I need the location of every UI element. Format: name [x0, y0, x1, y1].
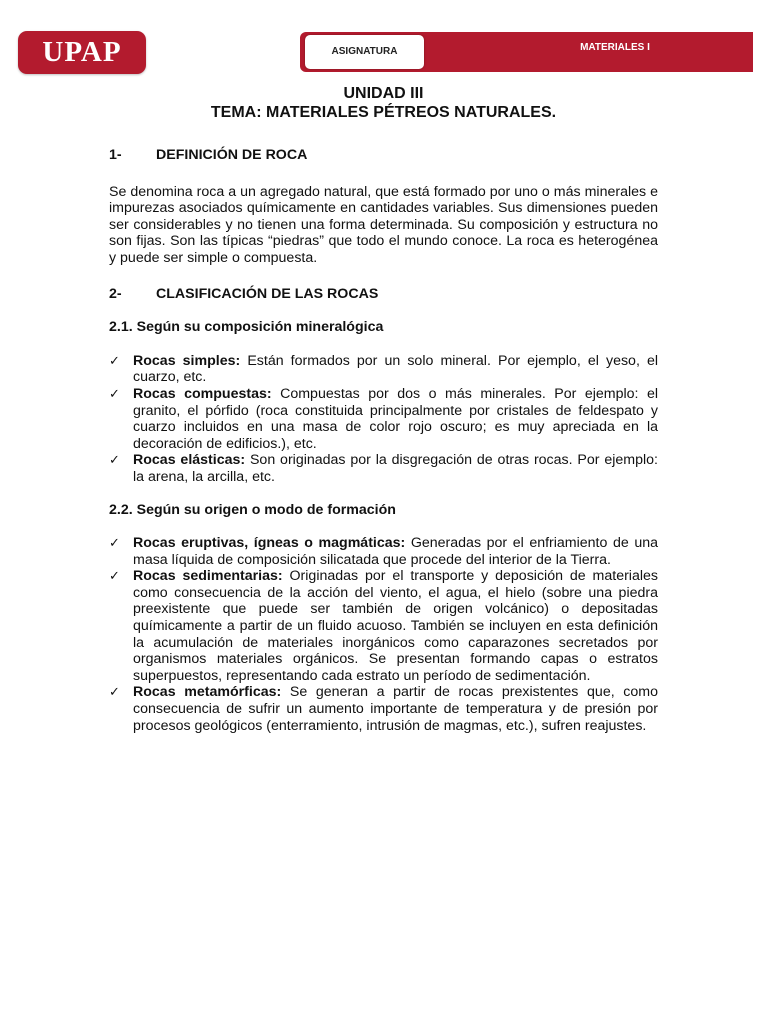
topic-title: TEMA: MATERIALES PÉTREOS NATURALES.	[210, 104, 557, 121]
check-icon: ✓	[109, 684, 120, 700]
item-text: Generadas por el enfriamiento de una masa líquida de composición silicatada que procede del interior de la Tierra.	[133, 535, 658, 568]
list-item	[109, 452, 658, 485]
list-item	[109, 684, 658, 734]
item-term: Rocas simples:	[133, 352, 241, 369]
item-text: Originadas por el transporte y deposición de materiales como consecuencia de la acción del viento, el agua, el hielo (sobre una piedra preexistente que puede ser también de origen volcánico) o depositadas químicamente a partir de un fluido acuoso. También se incluyen en esta definición la acumulación de materiales inorgánicos como caparazones secretados por organismos materiales orgánicos. Se presentan formando capas o estratos superpuestos, representando cada estrato un período de sedimentación.	[133, 568, 658, 684]
item-term: Rocas compuestas:	[133, 385, 272, 402]
item-text: Se generan a partir de rocas prexistentes que, como consecuencia de sufrir un aumento importante de temperatura y de presión por procesos geológicos (enterramiento, intrusión de magmas, etc.), sufren reajustes.	[133, 684, 659, 734]
definition-paragraph: Se denomina roca a un agregado natural, que está formado por uno o más minerales e impurezas asociados químicamente en cantidades variables. Sus dimensiones pueden ser considerables y no tienen una forma determinada. Su composición y estructura no son fijas. Son las típicas “piedras” que todo el mundo conoce. La roca es heterogénea y puede ser simple o compuesta.	[109, 183, 658, 266]
item-term: Rocas elásticas:	[133, 452, 246, 469]
course-name: MATERIALES I	[580, 42, 650, 53]
subsection-heading-2-2: 2.2. Según su origen o modo de formación	[109, 501, 396, 518]
check-icon: ✓	[109, 352, 120, 368]
subsection-heading-2-1: 2.1. Según su composición mineralógica	[109, 319, 384, 336]
section-title: CLASIFICACIÓN DE LAS ROCAS	[156, 285, 379, 302]
item-text: Compuestas por dos o más minerales. Por ejemplo: el granito, el pórfido (roca constituida principalmente por cristales de feldespato y cuarzo incluidos en una masa de color rojo oscuro; es muy apreciada en la decoración de edificios.), etc.	[133, 385, 658, 452]
section-number: 1-	[109, 147, 122, 163]
list-item	[109, 386, 658, 452]
item-term: Rocas metamórficas:	[133, 684, 282, 701]
check-icon: ✓	[109, 385, 120, 401]
check-icon: ✓	[109, 568, 120, 584]
subject-label-box: ASIGNATURA	[305, 35, 424, 69]
document-body	[109, 84, 658, 734]
origin-list	[109, 535, 658, 734]
section-title: DEFINICIÓN DE ROCA	[156, 147, 308, 163]
item-text: Están formados por un solo mineral. Por ejemplo, el yeso, el cuarzo, etc.	[133, 352, 659, 386]
university-logo	[18, 31, 146, 74]
section-heading-1	[109, 147, 658, 164]
item-term: Rocas eruptivas, ígneas o magmáticas:	[133, 535, 406, 552]
check-icon: ✓	[109, 452, 120, 468]
composition-list	[109, 353, 658, 486]
list-item	[109, 568, 658, 684]
item-text: Son originadas por la disgregación de otras rocas. Por ejemplo: la arena, la arcilla, etc.	[133, 452, 658, 485]
page-header	[0, 0, 768, 80]
list-item	[109, 353, 658, 386]
item-term: Rocas sedimentarias:	[133, 568, 283, 585]
section-heading-2	[109, 286, 658, 303]
list-item	[109, 535, 658, 568]
check-icon: ✓	[109, 535, 120, 551]
logo-text: UPAP	[42, 36, 122, 68]
section-number: 2-	[109, 285, 122, 302]
unit-title: UNIDAD III	[343, 85, 424, 102]
